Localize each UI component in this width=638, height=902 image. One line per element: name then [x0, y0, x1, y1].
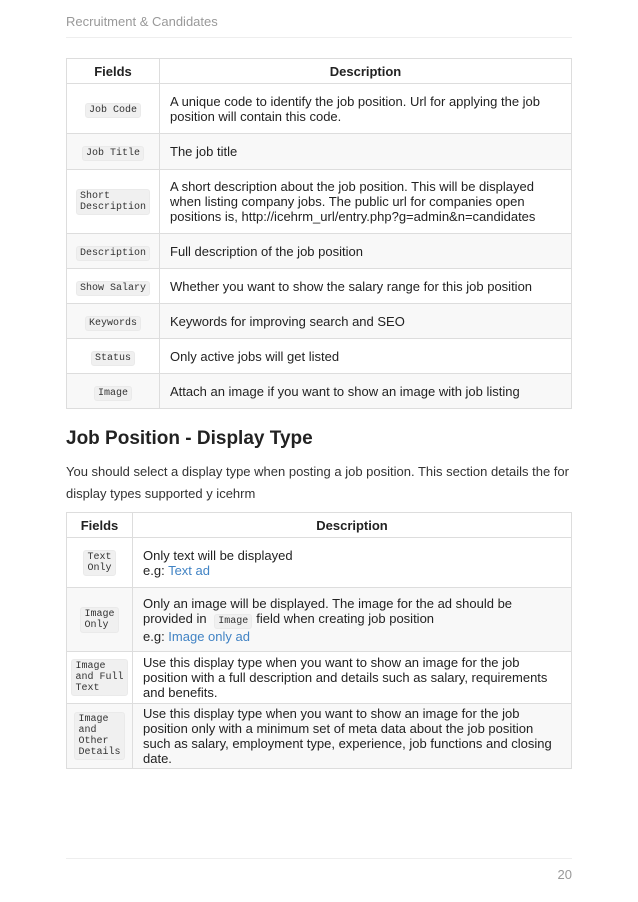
column-header-fields: Fields	[67, 513, 133, 538]
field-name: Image and Other Details	[74, 712, 124, 760]
field-name: Job Code	[85, 103, 141, 118]
job-position-fields-table	[66, 58, 572, 409]
page-number: 20	[557, 867, 572, 882]
field-description: Whether you want to show the salary range for this job position	[160, 269, 572, 304]
column-header-fields: Fields	[67, 59, 160, 84]
example-line	[143, 629, 561, 644]
field-name: Short Description	[76, 189, 150, 215]
field-name: Job Title	[82, 146, 144, 161]
field-description: Full description of the job position	[160, 234, 572, 269]
table-row	[67, 374, 572, 409]
section-heading: Job Position - Display Type	[66, 428, 313, 449]
page-header-title: Recruitment & Candidates	[66, 14, 218, 29]
inline-code: Image	[214, 614, 252, 629]
display-type-table	[66, 512, 572, 769]
footer-divider	[66, 858, 572, 859]
field-description: A short description about the job position. This will be displayed when listing company jobs. The public url for companies open positions is, http://icehrm_url/entry.php?g=admin&n=candidates	[160, 170, 572, 234]
column-header-description: Description	[133, 513, 572, 538]
field-description: Attach an image if you want to show an image with job listing	[160, 374, 572, 409]
table-row	[67, 304, 572, 339]
description-part: field when creating job position	[256, 610, 435, 626]
table-row	[67, 538, 572, 588]
example-prefix: e.g:	[143, 562, 169, 578]
description-part: Only an image will be displayed. The image for the ad should be provided in	[143, 595, 513, 626]
example-prefix: e.g:	[143, 628, 169, 644]
image-only-ad-example-link[interactable]: Image only ad	[168, 628, 250, 644]
table-row	[67, 269, 572, 304]
text-ad-example-link[interactable]: Text ad	[168, 562, 210, 578]
field-name: Text Only	[83, 550, 115, 576]
description-text	[143, 596, 561, 629]
field-description: Only active jobs will get listed	[160, 339, 572, 374]
table-row	[67, 170, 572, 234]
field-name: Keywords	[85, 316, 141, 331]
field-description: Use this display type when you want to show an image for the job position only with a minimum set of meta data about the job position such as salary, employment type, experience, job functions and closing date.	[133, 704, 572, 769]
field-name: Status	[91, 351, 135, 366]
field-name: Image and Full Text	[71, 659, 127, 696]
table-row	[67, 588, 572, 652]
field-name: Image	[94, 386, 132, 401]
field-name: Description	[76, 246, 150, 261]
field-description: A unique code to identify the job position. Url for applying the job position will contain this code.	[160, 84, 572, 134]
table-row	[67, 652, 572, 704]
table-row	[67, 339, 572, 374]
field-description	[133, 538, 572, 588]
field-name: Show Salary	[76, 281, 150, 296]
table-row	[67, 84, 572, 134]
table-row	[67, 234, 572, 269]
example-line	[143, 563, 561, 578]
description-text: Only text will be displayed	[143, 547, 293, 563]
table-row	[67, 704, 572, 769]
field-name: Image Only	[80, 607, 118, 633]
table-row	[67, 134, 572, 170]
field-description	[133, 588, 572, 652]
field-description: Keywords for improving search and SEO	[160, 304, 572, 339]
field-description: The job title	[160, 134, 572, 170]
field-description: Use this display type when you want to show an image for the job position with a full description and details such as salary, requirements and benefits.	[133, 652, 572, 704]
column-header-description: Description	[160, 59, 572, 84]
section-intro: You should select a display type when posting a job position. This section details the for display types supported y icehrm	[66, 464, 569, 501]
header-divider	[66, 37, 572, 38]
